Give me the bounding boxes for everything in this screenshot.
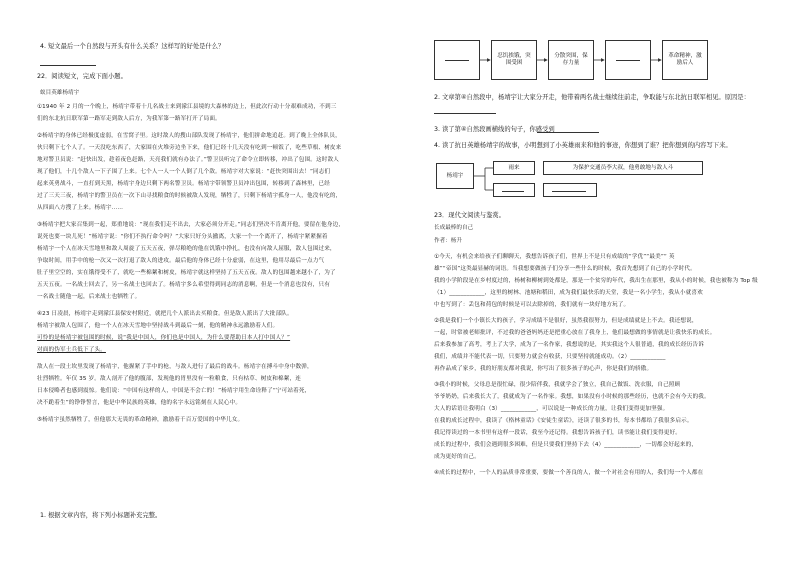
question-4-prompt: 4. 读了抗日英雄杨靖宇的故事，小明想到了小英雄雨来和他的事迹，你想到了谁？把你想到的内容写下来。 [434, 142, 732, 149]
passage-line: ①1940 年 2 月的一个晚上，杨靖宇带着十几名战士来到濛江县境的大森林的边上，但此次行动十分艰难成功，不到三 [37, 104, 337, 110]
passage-line-with-blank-4: 成长的过程中，我们会遇到很多困难，但是只要我们坚持下去（4）____________，一切都会好起来的， [434, 442, 698, 448]
passage-line: 敌人在一段土坎里发现了杨靖宇，他握紧了手中的枪，与敌人进行了最后的战斗。杨靖宇在搏斗中身中数弹， [37, 364, 313, 370]
passage-line: 我的小学阶段是在乡村度过的，杨树和柳树到处都是，那是一个贫穷的年代，我出生在那里，我从小的时候，我也被称为 Top 级 [434, 278, 758, 284]
passage-line: ③我小的时候，父母总是很忙碌，很少陪伴我，我就学会了独立，我自己做饭、洗衣服，自己照顾 [434, 382, 681, 388]
passage-line: 起来英勇战斗，一直打到天黑，杨靖宇身边只剩下两名警卫员。杨靖宇带领警卫员冲出包围，转移到了森林里，已经 [37, 181, 330, 187]
passage-line: 一起，时常被老师批评，不过我的爸爸妈妈还是把重心放在了我身上，他们最想做的事情就是让我快乐的成长。 [434, 330, 716, 336]
passage-line: 肚子里空空的，实在饿得受不了，就吃一些棉絮和树皮，杨靖宇就这样坚持了五天五夜。敌人的包围越来越小了，为了 [37, 270, 336, 276]
passage-line: 伙只剩下七个人了。一天没吃东西了，大家围在火堆旁边坐下来，他们已经十几天没有吃到一顿饭了，吃些草根、树皮来 [37, 145, 342, 151]
question-3-prompt: 3. 读了第④自然段画横线的句子，你感受到 [434, 126, 555, 133]
passage-line: 爷爷奶奶，后来我长大了，我就成为了一名作家。我想，如果没有小时候的那些经历，也就不会有今天的我。 [434, 394, 710, 400]
passage-author: 作者：杨升 [434, 238, 462, 244]
passage-line-with-blank-3: 大人的话语让我明白（3）____________，可以说是一种成长的力量，让我们变得更加坚强。 [434, 406, 669, 412]
flow-box-label: 革命精神，激励后人 [668, 53, 702, 66]
question-23-prompt: 23．现代文阅读与鉴赏。 [434, 212, 505, 219]
passage-line: 从四面八方搜了上来。杨靖宇…… [37, 205, 124, 211]
passage-line: 日本侵略者也感到震惊。他们说：“中国有这样的人，中国是不会亡的！”杨靖宇用生命诠释了“宁可站着死， [37, 388, 311, 394]
passage-line: ⑤杨靖宇虽然牺牲了，但他那大无畏的革命精神，激励着千百万爱国的中华儿女。 [37, 417, 244, 423]
diagram-connectors [397, 0, 794, 220]
passage-title: 长成最棒的自己 [434, 225, 474, 231]
passage-line: 过了三天三夜，杨靖宇的警卫员在一次下山寻找粮食的时候被敌人发现，牺牲了，只剩下杨靖宇孤身一人，他没有吃的， [37, 193, 342, 199]
passage-line: 在我的成长过程中，我读了《格林童话》《安徒生童话》，还读了很多的书，每本书都给了我很多启示。 [434, 418, 693, 424]
passage-line: ④23 日凌晨，杨靖宇走到濛江县保安村附近，就把几个人派出去买粮食。但是敌人派出了大批部队。 [37, 311, 293, 317]
passage-line: 再作品成了家乡，我的好朋友都对我说，你写出了很多孩子的心声，你是我们的骄傲。 [434, 366, 653, 372]
flow-box-label: 忍饥挨饿，突围受困 [497, 53, 531, 66]
passage-line: 成为更好的自己。 [434, 454, 480, 460]
passage-line: 中也写到了：丢包和荷包的时候是可以去除掉的，我们就有一块好地方玩了。 [434, 302, 630, 308]
passage-line: 杨靖宇一个人在冰天雪地里和敌人周旋了五天五夜，弹尽粮绝的他在饥饿中挣扎，也没有向敌人屈服，敌人包围过来， [37, 246, 336, 252]
passage-line: 说死也要一块儿死！”杨靖宇说：“你们不执行命令吗？”大家只好分头撤离，大家一个一个离开了，杨靖宇紧紧握着 [37, 234, 328, 240]
passage-line: 后来我参加了高考，考上了大学，成为了一名作家，我想说的是，其实我这个人很普通，我的成长经历告诉 [434, 342, 704, 348]
passage-line: 五天五夜。一名战士回去了，另一名战士也回去了。杨靖宇多么希望得到同志的消息啊，但是一个消息也没有，只有 [37, 282, 330, 288]
passage-line: ①今天，有机会来给孩子们聊聊天，我想告诉孩子们，世界上不是只有成绩的“学优”“最美”“ 英 [434, 254, 675, 260]
passage-title: 蚁目英雄杨靖宇 [40, 90, 80, 96]
passage-line: 们的东北抗日联军第一路军走到敌人后方，为我军第一路军打开了局面。 [37, 116, 221, 122]
question-4-prompt: 4. 短文最后一个自然段与开头有什么关系？这样写的好处是什么？ [40, 43, 225, 50]
question-22-prompt: 22．阅读短文，完成下面小题。 [37, 73, 127, 80]
question-1-prompt: 1. 根据文章内容，将下列小标题补充完整。 [40, 512, 162, 519]
diagram-node-label: 雨来 [508, 164, 520, 171]
passage-line-with-blank-1: （1）____________，这里的树林、池塘和稻田，成为我们最快乐的天堂，我是一名小学生，我从小就喜欢 [434, 290, 703, 296]
flow-box-label: 分散突围，保存力量 [554, 53, 588, 66]
passage-line: ②杨靖宇的身体已经极度虚弱，在雪窝子里。这时敌人的搜山部队发现了杨靖宇，他们拼命地追赶。到了晚上全体队员， [37, 133, 341, 139]
passage-line: 地对警卫员说：“赶快出发，趁着夜色赶路，天亮我们就有办法了。”警卫员听完了命令立即转移，冲出了包围。这时敌人 [37, 157, 339, 163]
passage-line: 争取时间，用手中的枪一次又一次打退了敌人的进攻。最后他的身体已经十分虚弱，在这里，他用尽最后一点力气 [37, 258, 325, 264]
passage-line: ②我是我们一个小镇长大的孩子，学习成绩不是很好，虽然我很努力，但是成绩就是上不去。我还想说， [434, 318, 698, 324]
passage-line: 我记得读过的一本书里有这样一段话，我至今还记得。我想告诉孩子们，读书能让我们变得更好。 [434, 430, 681, 436]
passage-line: 壮烈牺牲。年仅 35 岁。敌人剖开了他的腹部，发现他的胃里没有一粒粮食，只有枯草、树皮和棉絮，连 [37, 376, 302, 382]
passage-line: 现了他们，十几个敌人一下子围了上来。七个人一人一个人倒了几个敌。杨靖宇对大家说：“赶快突围出去！”同志们 [37, 169, 331, 175]
passage-line: ④成长的过程中，一个人的品质非常重要，要做一个善良的人，做一个对社会有用的人，我们每一个人都在 [434, 470, 704, 476]
passage-line: 决不跪着生”的铮铮誓言，他是中华民族的英雄，他的名字永远铭刻在人民心中。 [37, 400, 242, 406]
underlined-sentence: 对面的伪军士兵低下了头。 [37, 347, 106, 353]
diagram-node-label: 为保护交通员李大叔，他勇敢地与敌人斗 [572, 164, 674, 171]
underlined-sentence: 可怜的是杨靖宇被包围的时候，说“我是中国人，你们也是中国人，为什么要帮助日本人打中国人？” [37, 335, 291, 341]
diagram-center-label: 杨靖宇 [446, 172, 464, 179]
passage-line: 一名战士随他一起，后来战士也牺牲了。 [37, 294, 141, 300]
passage-line-with-blank-2: 我们，成绩并不能代表一切，只要努力就会有收获，只要坚持就能成功。（2）____________ [434, 354, 666, 360]
passage-line: 雄”“帝国”这类最显赫的词语。当我想要做孩子们分享一些什么的时候，我首先想到了自己的小学时代。 [434, 266, 696, 272]
answer-blank-q4[interactable] [40, 65, 96, 66]
question-2-prompt: 2. 文章第④自然段中，杨靖宇让大家分开走，他带着两名战士继续往前走，争取能与东北抗日联军相见。原因是： [434, 94, 750, 101]
passage-line: 杨靖宇被敌人包围了，他一个人在冰天雪地中坚持战斗到最后一刻，他的精神永远激励着人们。 [37, 323, 279, 329]
passage-line: ③杨靖宇把大家召集到一起，郑重地说：“现在我们走不出去，大家必须分开走。”同志们坚决不肯离开他，要留在他身边， [37, 222, 345, 228]
